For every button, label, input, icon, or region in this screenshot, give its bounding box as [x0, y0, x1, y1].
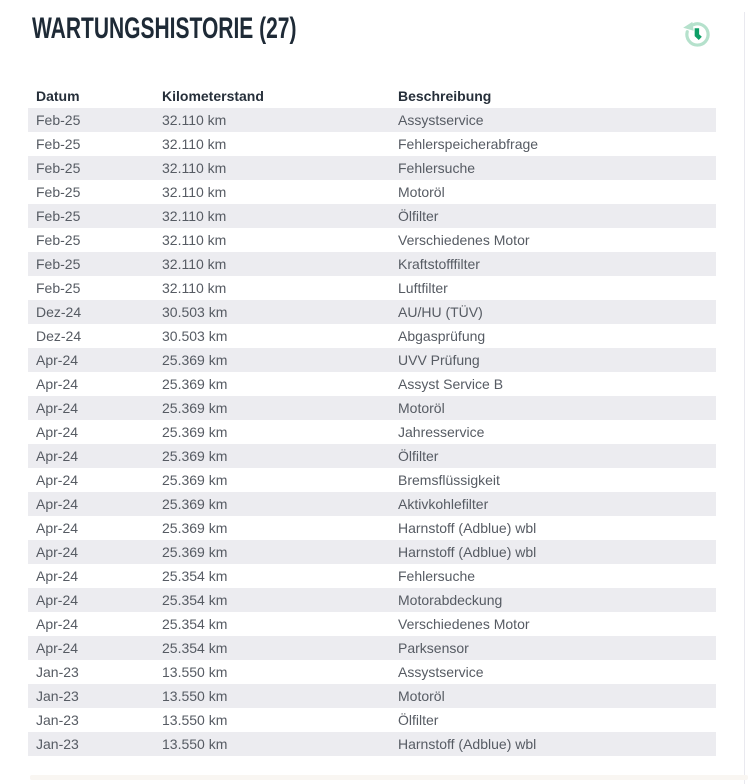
cell-kilometerstand: 13.550 km	[162, 736, 228, 752]
cell-kilometerstand: 25.369 km	[162, 424, 228, 440]
cell-datum: Dez-24	[36, 328, 82, 344]
cell-beschreibung: Harnstoff (Adblue) wbl	[398, 736, 537, 752]
cell-datum: Jan-23	[36, 712, 79, 728]
maintenance-table	[28, 84, 716, 756]
table-row	[28, 396, 716, 420]
cell-kilometerstand: 25.369 km	[162, 496, 228, 512]
cell-kilometerstand: 25.369 km	[162, 448, 228, 464]
page-bottom-section-edge	[30, 775, 748, 780]
table-row	[28, 276, 716, 300]
table-row	[28, 684, 716, 708]
cell-kilometerstand: 13.550 km	[162, 688, 228, 704]
cell-beschreibung: Luftfilter	[398, 280, 448, 296]
cell-beschreibung: Abgasprüfung	[398, 328, 486, 344]
cell-beschreibung: Motorabdeckung	[398, 592, 503, 608]
history-icon	[680, 18, 714, 52]
cell-datum: Apr-24	[36, 376, 79, 392]
cell-beschreibung: Parksensor	[398, 640, 469, 656]
cell-beschreibung: Fehlersuche	[398, 160, 476, 176]
cell-kilometerstand: 25.369 km	[162, 520, 228, 536]
cell-datum: Feb-25	[36, 256, 81, 272]
table-row	[28, 660, 716, 684]
table-header-row	[28, 84, 716, 108]
cell-datum: Feb-25	[36, 136, 81, 152]
cell-datum: Apr-24	[36, 640, 79, 656]
cell-beschreibung: AU/HU (TÜV)	[398, 304, 483, 320]
cell-beschreibung: Ölfilter	[398, 208, 439, 224]
page-right-edge-divider	[744, 12, 745, 784]
cell-kilometerstand: 32.110 km	[162, 256, 227, 272]
column-header-kilometerstand: Kilometerstand	[162, 88, 264, 104]
cell-kilometerstand: 32.110 km	[162, 160, 227, 176]
cell-datum: Feb-25	[36, 160, 81, 176]
table-row	[28, 564, 716, 588]
column-header-beschreibung: Beschreibung	[398, 88, 492, 104]
table-row	[28, 444, 716, 468]
table-row	[28, 204, 716, 228]
table-row	[28, 708, 716, 732]
cell-beschreibung: Fehlersuche	[398, 568, 476, 584]
table-row	[28, 324, 716, 348]
cell-datum: Apr-24	[36, 568, 79, 584]
cell-beschreibung: Verschiedenes Motor	[398, 232, 530, 248]
table-row	[28, 180, 716, 204]
cell-beschreibung: Ölfilter	[398, 448, 439, 464]
table-row	[28, 108, 716, 132]
column-header-datum: Datum	[36, 88, 80, 104]
table-row	[28, 492, 716, 516]
cell-kilometerstand: 32.110 km	[162, 232, 227, 248]
cell-datum: Feb-25	[36, 184, 81, 200]
cell-beschreibung: Kraftstofffilter	[398, 256, 480, 272]
maintenance-history-page	[0, 12, 748, 784]
history-button[interactable]	[679, 18, 715, 54]
cell-beschreibung: Verschiedenes Motor	[398, 616, 530, 632]
cell-datum: Feb-25	[36, 280, 81, 296]
cell-beschreibung: Bremsflüssigkeit	[398, 472, 500, 488]
cell-kilometerstand: 30.503 km	[162, 328, 228, 344]
table-row	[28, 300, 716, 324]
cell-kilometerstand: 30.503 km	[162, 304, 228, 320]
table-row	[28, 468, 716, 492]
cell-datum: Feb-25	[36, 112, 81, 128]
cell-kilometerstand: 13.550 km	[162, 664, 228, 680]
cell-datum: Jan-23	[36, 664, 79, 680]
cell-beschreibung: Assyst Service B	[398, 376, 504, 392]
cell-datum: Feb-25	[36, 208, 81, 224]
cell-datum: Apr-24	[36, 352, 79, 368]
cell-beschreibung: Fehlerspeicherabfrage	[398, 136, 539, 152]
table-row	[28, 540, 716, 564]
cell-datum: Apr-24	[36, 544, 79, 560]
cell-datum: Apr-24	[36, 448, 79, 464]
cell-kilometerstand: 32.110 km	[162, 112, 227, 128]
table-header	[28, 84, 716, 108]
cell-datum: Feb-25	[36, 232, 81, 248]
table-row	[28, 612, 716, 636]
cell-datum: Apr-24	[36, 520, 79, 536]
cell-beschreibung: Assystservice	[398, 112, 484, 128]
cell-datum: Apr-24	[36, 424, 79, 440]
cell-kilometerstand: 32.110 km	[162, 208, 227, 224]
cell-beschreibung: Motoröl	[398, 184, 445, 200]
cell-datum: Apr-24	[36, 400, 79, 416]
cell-datum: Dez-24	[36, 304, 82, 320]
table-row	[28, 420, 716, 444]
cell-beschreibung: Harnstoff (Adblue) wbl	[398, 544, 537, 560]
cell-beschreibung: Harnstoff (Adblue) wbl	[398, 520, 537, 536]
table-row	[28, 156, 716, 180]
cell-kilometerstand: 25.369 km	[162, 400, 228, 416]
table-row	[28, 252, 716, 276]
cell-beschreibung: Assystservice	[398, 664, 484, 680]
cell-kilometerstand: 25.354 km	[162, 592, 228, 608]
page-title	[32, 12, 748, 45]
cell-kilometerstand: 25.369 km	[162, 376, 228, 392]
cell-kilometerstand: 25.369 km	[162, 544, 228, 560]
cell-beschreibung: Ölfilter	[398, 712, 439, 728]
cell-kilometerstand: 32.110 km	[162, 280, 227, 296]
page-title-text: WARTUNGSHISTORIE (27)	[32, 12, 297, 45]
cell-kilometerstand: 13.550 km	[162, 712, 228, 728]
maintenance-table-body	[28, 108, 716, 756]
table-row	[28, 588, 716, 612]
cell-kilometerstand: 25.369 km	[162, 472, 228, 488]
cell-kilometerstand: 25.369 km	[162, 352, 228, 368]
cell-beschreibung: Jahresservice	[398, 424, 485, 440]
table-row	[28, 636, 716, 660]
table-row	[28, 132, 716, 156]
table-row	[28, 348, 716, 372]
cell-beschreibung: Aktivkohlefilter	[398, 496, 489, 512]
cell-datum: Apr-24	[36, 592, 79, 608]
table-row	[28, 732, 716, 756]
cell-datum: Apr-24	[36, 472, 79, 488]
table-row	[28, 228, 716, 252]
cell-kilometerstand: 25.354 km	[162, 568, 228, 584]
cell-kilometerstand: 32.110 km	[162, 184, 227, 200]
cell-beschreibung: Motoröl	[398, 688, 445, 704]
cell-kilometerstand: 25.354 km	[162, 616, 228, 632]
cell-datum: Jan-23	[36, 736, 79, 752]
table-row	[28, 372, 716, 396]
cell-datum: Jan-23	[36, 688, 79, 704]
cell-beschreibung: UVV Prüfung	[398, 352, 480, 368]
cell-beschreibung: Motoröl	[398, 400, 445, 416]
cell-datum: Apr-24	[36, 616, 79, 632]
cell-kilometerstand: 25.354 km	[162, 640, 228, 656]
cell-datum: Apr-24	[36, 496, 79, 512]
cell-kilometerstand: 32.110 km	[162, 136, 227, 152]
table-row	[28, 516, 716, 540]
